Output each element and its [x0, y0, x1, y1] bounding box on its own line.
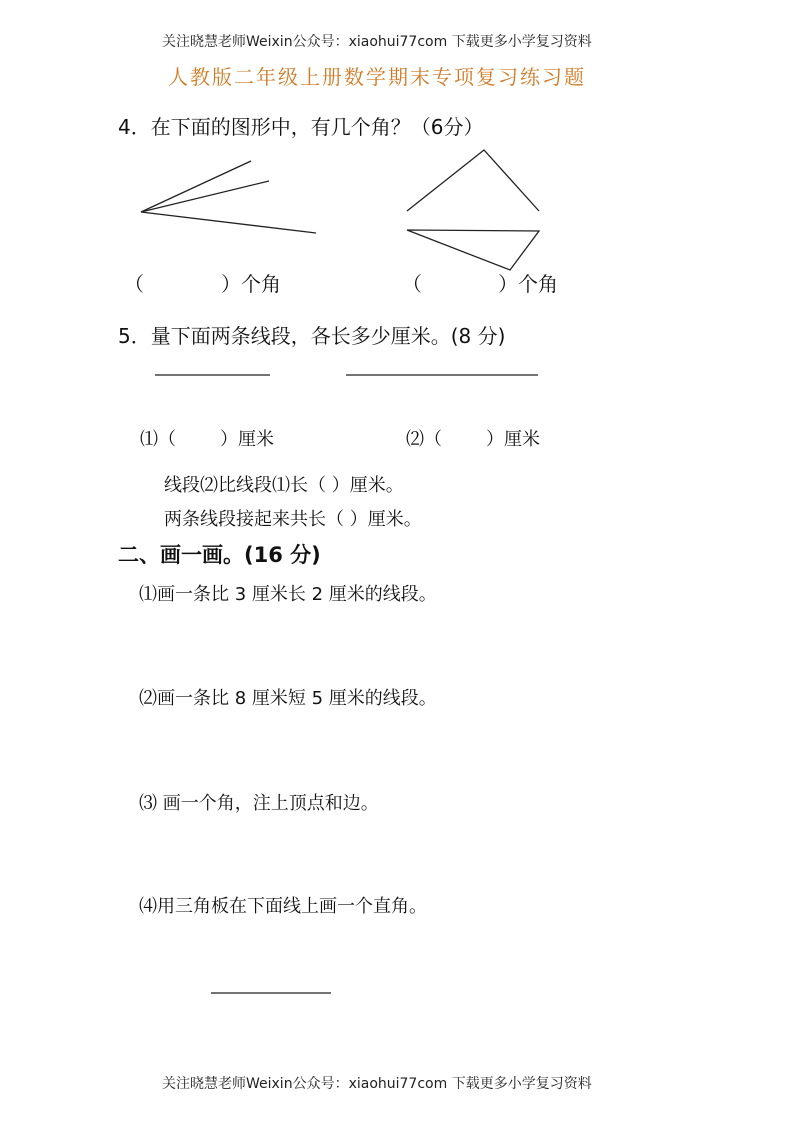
q4-figure-three-rays	[141, 161, 316, 233]
q4-answer-left-open: （	[124, 272, 144, 296]
q5-total: 两条线段接起来共长（ ）厘米。	[164, 509, 422, 530]
footer-notice: 关注晓慧老师Weixin公众号：xiaohui77com 下载更多小学复习资料	[162, 1076, 592, 1092]
draw-item-1: ⑴画一条比 3 厘米长 2 厘米的线段。	[139, 584, 437, 605]
q5-answer-2-open: ⑵（	[406, 429, 442, 450]
header-notice: 关注晓慧老师Weixin公众号：xiaohui77com 下载更多小学复习资料	[162, 34, 592, 50]
q5-answer-1-open: ⑴（	[140, 429, 176, 450]
q4-figure-shapes	[407, 150, 539, 270]
draw-item-3: ⑶ 画一个角，注上顶点和边。	[139, 793, 379, 814]
section2-heading: 二、画一画。(16 分)	[118, 543, 321, 567]
q4-prompt: 4．在下面的图形中，有几个角？（6分）	[118, 115, 484, 139]
q4-answer-left-close: ）个角	[221, 272, 281, 296]
draw-item-4: ⑷用三角板在下面线上画一个直角。	[139, 896, 427, 917]
q4-answer-right-open: （	[402, 272, 422, 296]
q5-prompt: 5．量下面两条线段，各长多少厘米。(8 分)	[118, 324, 506, 348]
q5-compare: 线段⑵比线段⑴长（ ）厘米。	[164, 475, 404, 496]
q5-answer-2-close: ）厘米	[486, 429, 540, 450]
page-title: 人教版二年级上册数学期末专项复习练习题	[168, 65, 586, 89]
q4-answer-right-close: ）个角	[498, 272, 558, 296]
q5-answer-1-close: ）厘米	[220, 429, 274, 450]
draw-item-2: ⑵画一条比 8 厘米短 5 厘米的线段。	[139, 688, 437, 709]
